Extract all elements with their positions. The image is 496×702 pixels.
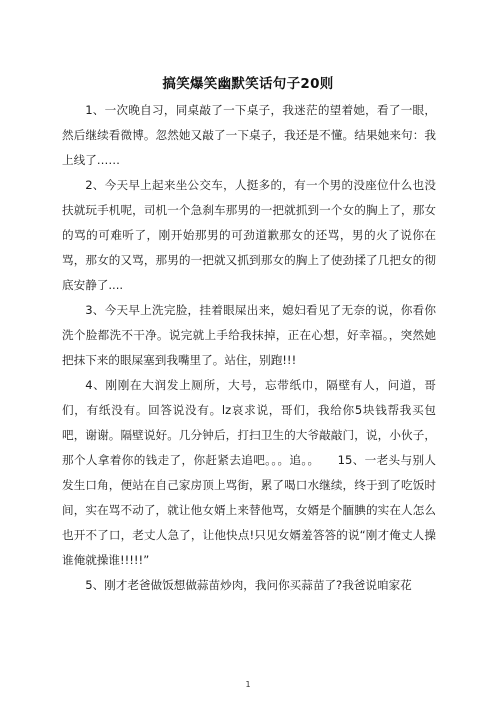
paragraph: 1、一次晚自习，同桌敲了一下桌子，我迷茫的望着她，看了一眼，然后继续看微博。忽然她又敲了一下桌子，我还是不懂。结果她来句：我上线了……: [62, 103, 436, 167]
paragraph: 2、今天早上起来坐公交车，人挺多的，有一个男的没座位什么也没扶就玩手机呢，司机一个急刹车那男的一把就抓到一个女的胸上了，那女的骂的可难听了，刚开始那男的可劲道歉那女的还骂，男的火了说你在骂，那女的又骂，那男的一把就又抓到那女的胸上了使劲揉了几把女的彻底安静了....: [62, 178, 436, 292]
document-title: 搞笑爆笑幽默笑话句子20则: [162, 76, 334, 92]
page-number: 1: [245, 680, 251, 689]
paragraph: 5、刚才老爸做饭想做蒜苗炒肉，我问你买蒜苗了?我爸说咱家花: [85, 578, 412, 592]
paragraph: 3、今天早上洗完脸，挂着眼屎出来，媳妇看见了无奈的说，你看你洗个脸都洗不干净。说完就上手给我抹掉，正在心想，好幸福。，突然她把抹下来的眼屎塞到我嘴里了。站住，别跑!!!: [62, 303, 436, 367]
document-body: [62, 98, 436, 598]
paragraph: 4、刚刚在大润发上厕所，大号，忘带纸巾，隔壁有人，问道，哥们，有纸没有。回答说没有。lz哀求说，哥们，我给你5块钱帮我买包吧，谢谢。隔壁说好。几分钟后，打扫卫生的大爷敲敲门，说，小伙子，那个人拿着你的钱走了，你赶紧去追吧。。。追。。 15、一老头与别人发生口角，便站在自己家房顶上骂街，累了喝口水继续，终于到了吃饭时间，实在骂不动了，就让他女婿上来替他骂，女婿是个腼腆的实在人怎么也开不了口，老丈人急了，让他快点!只见女婿羞答答的说“刚才俺丈人操谁俺就操谁!!!!!”: [62, 378, 436, 567]
